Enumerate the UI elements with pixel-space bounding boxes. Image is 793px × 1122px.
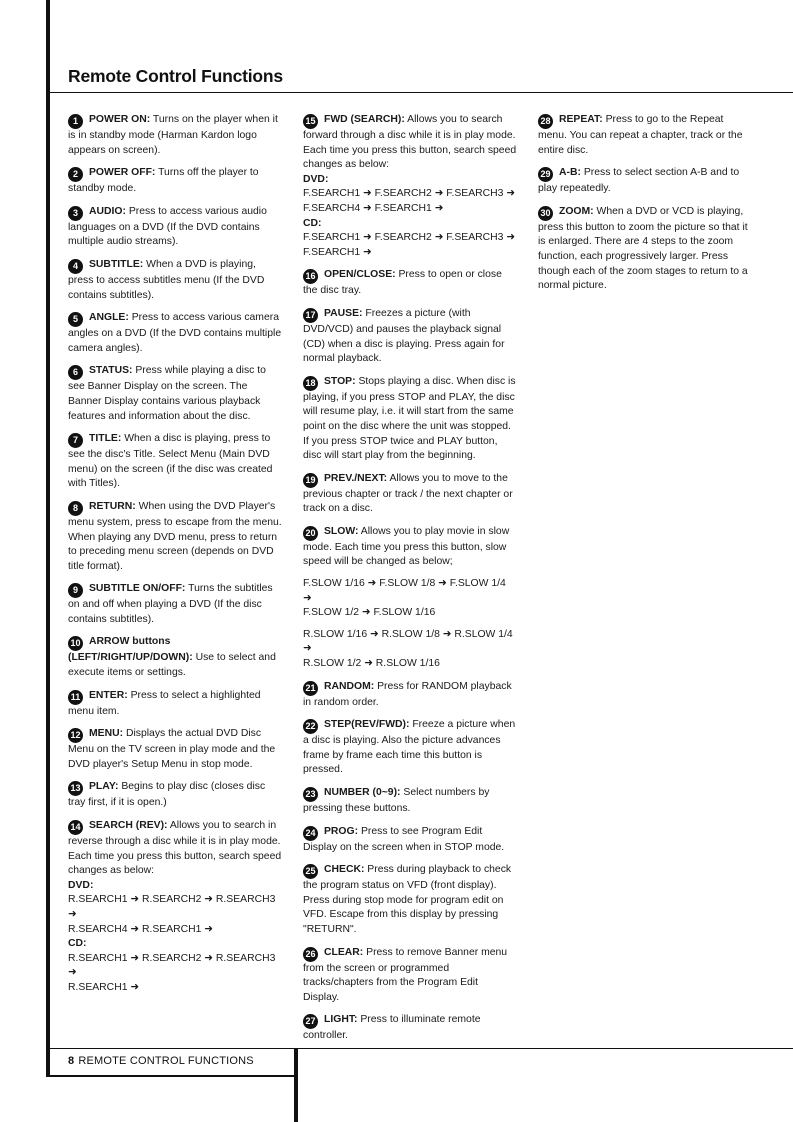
function-item <box>68 258 282 303</box>
function-label: POWER OFF: <box>89 167 156 179</box>
page-title: Remote Control Functions <box>68 66 283 86</box>
function-text: Freezes a picture (with DVD/VCD) and pauses the playback signal (CD) when a disc is playing. Press again for normal playback. <box>303 307 505 365</box>
item-number-badge: 29 <box>538 167 553 182</box>
title-rule <box>46 92 793 93</box>
page-number: 8 <box>68 1055 75 1067</box>
media-type-label: CD: <box>68 938 87 950</box>
function-text: Press during playback to check the program status on VFD (front display). Press during stop mode for program edit on VFD. Escape from this display by pressing "RETURN". <box>303 864 512 935</box>
function-text: Press to remove Banner menu from the screen or programmed tracks/chapters from the Program Edit Display. <box>303 946 508 1003</box>
function-label: ANGLE: <box>89 312 129 324</box>
function-text: Freeze a picture when a disc is playing. Also the picture advances frame by frame each time this button is pressed. <box>303 719 516 776</box>
function-description <box>68 727 282 772</box>
item-number-badge: 17 <box>303 308 318 323</box>
function-label: PREV./NEXT: <box>324 472 388 484</box>
item-number-badge: 9 <box>68 583 83 598</box>
left-margin-bar <box>46 0 50 1077</box>
function-item <box>538 166 752 197</box>
speed-sequence: R.SEARCH1 ➜ R.SEARCH2 ➜ R.SEARCH3 ➜ <box>68 894 276 920</box>
function-text: Select numbers by pressing these buttons. <box>303 787 490 814</box>
function-item <box>68 500 282 574</box>
function-text: Allows you to play movie in slow mode. Each time you press this button, slow speed will be changed as below; <box>303 525 510 568</box>
function-text: Press while playing a disc to see Banner Display on the screen. The Banner Display contains various playback features and information about the disc. <box>68 365 266 422</box>
function-description <box>538 166 752 197</box>
function-text: Press to access various audio languages on a DVD (If the DVD contains multiple audio streams). <box>68 205 267 248</box>
speed-sequence: R.SEARCH1 ➜ <box>68 981 140 993</box>
speed-sequence: F.SEARCH1 ➜ F.SEARCH2 ➜ F.SEARCH3 ➜ <box>303 232 516 244</box>
item-number-badge: 6 <box>68 365 83 380</box>
function-label: SUBTITLE ON/OFF: <box>89 583 186 595</box>
function-text: Allows you to move to the previous chapter or track / the next chapter or track on a disc. <box>303 472 513 515</box>
function-item <box>68 364 282 424</box>
function-text: When using the DVD Player's menu system, press to escape from the menu. When playing any DVD menu, press to return to preceding menu screen (depends on DVD title format). <box>68 500 282 572</box>
function-description <box>68 819 282 879</box>
bottom-margin-bar <box>294 1048 298 1122</box>
function-label: OPEN/CLOSE: <box>324 269 396 281</box>
function-label: AUDIO: <box>89 205 126 217</box>
footer-section: REMOTE CONTROL FUNCTIONS <box>78 1055 254 1067</box>
function-item <box>68 727 282 772</box>
function-description <box>68 500 282 574</box>
function-text: Press to access various camera angles on a DVD (If the DVD contains multiple camera angles). <box>68 312 282 354</box>
footer-underline <box>46 1075 296 1077</box>
function-label: SLOW: <box>324 525 359 537</box>
function-item <box>303 525 517 672</box>
function-item <box>68 689 282 720</box>
function-item <box>538 113 752 158</box>
speed-sequence: F.SEARCH1 ➜ F.SEARCH2 ➜ F.SEARCH3 ➜ <box>303 188 516 200</box>
speed-sequence: R.SEARCH1 ➜ R.SEARCH2 ➜ R.SEARCH3 ➜ <box>68 952 276 979</box>
item-number-badge: 10 <box>68 636 83 651</box>
item-number-badge: 3 <box>68 206 83 221</box>
item-number-badge: 13 <box>68 781 83 796</box>
item-number-badge: 14 <box>68 820 83 835</box>
function-description <box>303 786 517 817</box>
function-text: Press to see Program Edit Display on the screen when in STOP mode. <box>303 825 505 853</box>
function-text: When a DVD or VCD is playing, press this button to zoom the picture so that it is enlarged. There are 4 steps to the zoom function, each progressively larger. Press though each of the zoom stages to return to a normal picture. <box>538 205 748 292</box>
item-number-badge: 30 <box>538 206 553 221</box>
function-text: Turns off the player to standby mode. <box>68 167 259 195</box>
item-number-badge: 8 <box>68 501 83 516</box>
function-description <box>303 718 517 778</box>
function-text: Press to select a highlighted menu item. <box>68 689 261 717</box>
function-item <box>538 205 752 294</box>
function-item <box>303 863 517 937</box>
function-label: CLEAR: <box>324 946 364 958</box>
item-number-badge: 19 <box>303 473 318 488</box>
item-number-badge: 4 <box>68 259 83 274</box>
function-text: Allows you to search in reverse through a disc while it is in play mode. Each time you press this button, search speed changes as below: <box>68 820 282 877</box>
function-text: Displays the actual DVD Disc Menu on the TV screen in play mode and the DVD player's Setup Menu in stop mode. <box>68 728 276 770</box>
item-number-badge: 2 <box>68 167 83 182</box>
function-item <box>303 946 517 1006</box>
function-text: Stops playing a disc. When disc is playing, if you press STOP and PLAY, the disc will resume play, i.e. it will start from the same point on the disc where the unit was stopped. If you press STOP twice and PLAY button, disc will start play from the beginning. <box>303 375 516 462</box>
item-number-badge: 25 <box>303 864 318 879</box>
function-label: SUBTITLE: <box>89 258 144 270</box>
function-description <box>68 205 282 250</box>
function-text: Turns the subtitles on and off when playing a DVD (If the disc contains subtitles). <box>68 583 273 625</box>
function-description <box>68 689 282 720</box>
function-label: NUMBER (0~9): <box>324 787 401 798</box>
function-description <box>68 311 282 356</box>
function-description <box>68 780 282 811</box>
column-3 <box>538 113 752 302</box>
function-description <box>303 375 517 464</box>
item-number-badge: 21 <box>303 681 318 696</box>
function-item <box>68 432 282 492</box>
function-label: A-B: <box>559 167 581 179</box>
function-label: STATUS: <box>89 365 133 377</box>
function-item <box>68 819 282 996</box>
function-description <box>303 307 517 367</box>
function-item <box>303 718 517 778</box>
function-text: Press to open or close the disc tray. <box>303 269 502 297</box>
function-text: Begins to play disc (closes disc tray first, if it is open.) <box>68 781 266 809</box>
speed-sequence: R.SLOW 1/16 ➜ R.SLOW 1/8 ➜ R.SLOW 1/4 ➜ <box>303 628 513 655</box>
function-label: ZOOM: <box>559 205 594 217</box>
function-text: Turns on the player when it is in standby mode (Harman Kardon logo appears on screen). <box>68 114 278 156</box>
function-item <box>303 680 517 711</box>
item-number-badge: 20 <box>303 526 318 541</box>
function-text: Press to select section A-B and to play repeatedly. <box>538 167 740 195</box>
function-label: STOP: <box>324 375 356 387</box>
media-type-label: DVD: <box>68 879 94 891</box>
function-label: PLAY: <box>89 781 119 793</box>
function-item <box>303 472 517 517</box>
function-description <box>303 525 517 570</box>
function-item <box>303 113 517 260</box>
item-number-badge: 5 <box>68 312 83 327</box>
function-description <box>68 432 282 492</box>
function-description <box>68 364 282 424</box>
item-number-badge: 28 <box>538 114 553 129</box>
function-description <box>303 946 517 1006</box>
function-label: PAUSE: <box>324 307 363 319</box>
function-item <box>303 268 517 299</box>
function-label: PROG: <box>324 825 359 837</box>
function-item <box>68 311 282 356</box>
speed-sequence: R.SEARCH4 ➜ R.SEARCH1 ➜ <box>68 923 214 935</box>
function-label: RETURN: <box>89 500 136 512</box>
function-item <box>68 582 282 627</box>
function-text: Allows you to search forward through a disc while it is in play mode. Each time you press this button, search speed changes as below: <box>303 114 517 171</box>
item-number-badge: 24 <box>303 826 318 841</box>
item-number-badge: 23 <box>303 787 318 802</box>
function-item <box>68 166 282 197</box>
function-label: FWD (SEARCH): <box>324 114 405 125</box>
function-label: ARROW buttons (LEFT/RIGHT/UP/DOWN): <box>68 636 193 664</box>
item-number-badge: 1 <box>68 114 83 129</box>
function-label: POWER ON: <box>89 114 151 125</box>
function-item <box>303 786 517 817</box>
item-number-badge: 22 <box>303 719 318 734</box>
item-number-badge: 7 <box>68 433 83 448</box>
item-number-badge: 26 <box>303 947 318 962</box>
function-description <box>303 1013 517 1044</box>
function-description <box>68 635 282 680</box>
function-label: ENTER: <box>89 689 128 701</box>
function-text: When a disc is playing, press to see the disc's Title. Select Menu (Main DVD menu) on the screen (if the disc was created with Titles). <box>68 433 273 490</box>
function-item <box>303 1013 517 1044</box>
media-type-label: CD: <box>303 217 322 229</box>
function-text: Press for RANDOM playback in random order. <box>303 680 512 708</box>
footer-rule <box>46 1048 793 1049</box>
speed-sequence: F.SEARCH1 ➜ <box>303 246 372 258</box>
function-item <box>68 205 282 250</box>
function-description <box>303 825 517 856</box>
speed-sequence: F.SLOW 1/2 ➜ F.SLOW 1/16 <box>303 607 436 619</box>
function-description <box>303 268 517 299</box>
function-item <box>303 307 517 367</box>
function-item <box>68 780 282 811</box>
function-description <box>538 205 752 294</box>
speed-sequence: R.SLOW 1/2 ➜ R.SLOW 1/16 <box>303 658 440 670</box>
function-description <box>68 582 282 627</box>
function-label: LIGHT: <box>324 1014 358 1026</box>
function-label: TITLE: <box>89 433 122 445</box>
function-item <box>303 825 517 856</box>
function-description <box>538 113 752 158</box>
column-2 <box>303 113 517 1052</box>
item-number-badge: 15 <box>303 114 318 129</box>
function-item <box>68 635 282 680</box>
function-label: RANDOM: <box>324 680 375 692</box>
function-text: When a DVD is playing, press to access subtitles menu (If the DVD contains subtitles). <box>68 258 265 301</box>
page-footer <box>68 1055 254 1067</box>
function-label: STEP(REV/FWD): <box>324 719 410 731</box>
function-description <box>303 113 517 173</box>
speed-sequence: F.SEARCH4 ➜ F.SEARCH1 ➜ <box>303 202 444 214</box>
function-label: SEARCH (REV): <box>89 820 168 832</box>
item-number-badge: 27 <box>303 1014 318 1029</box>
speed-sequence: F.SLOW 1/16 ➜ F.SLOW 1/8 ➜ F.SLOW 1/4 ➜ <box>303 578 506 604</box>
item-number-badge: 11 <box>68 690 83 705</box>
function-description <box>303 680 517 711</box>
function-item <box>68 113 282 158</box>
function-description <box>303 863 517 937</box>
media-type-label: DVD: <box>303 173 329 185</box>
item-number-badge: 18 <box>303 376 318 391</box>
function-text: Use to select and execute items or settings. <box>68 652 276 679</box>
function-text: Press to illuminate remote controller. <box>303 1014 481 1042</box>
column-1 <box>68 113 282 1004</box>
function-description <box>68 258 282 303</box>
function-label: CHECK: <box>324 864 365 876</box>
function-label: MENU: <box>89 728 124 740</box>
item-number-badge: 16 <box>303 269 318 284</box>
item-number-badge: 12 <box>68 728 83 743</box>
function-label: REPEAT: <box>559 114 603 125</box>
function-description <box>303 472 517 517</box>
function-text: Press to go to the Repeat menu. You can repeat a chapter, track or the entire disc. <box>538 114 743 156</box>
function-description <box>68 113 282 158</box>
function-item <box>303 375 517 464</box>
function-description <box>68 166 282 197</box>
